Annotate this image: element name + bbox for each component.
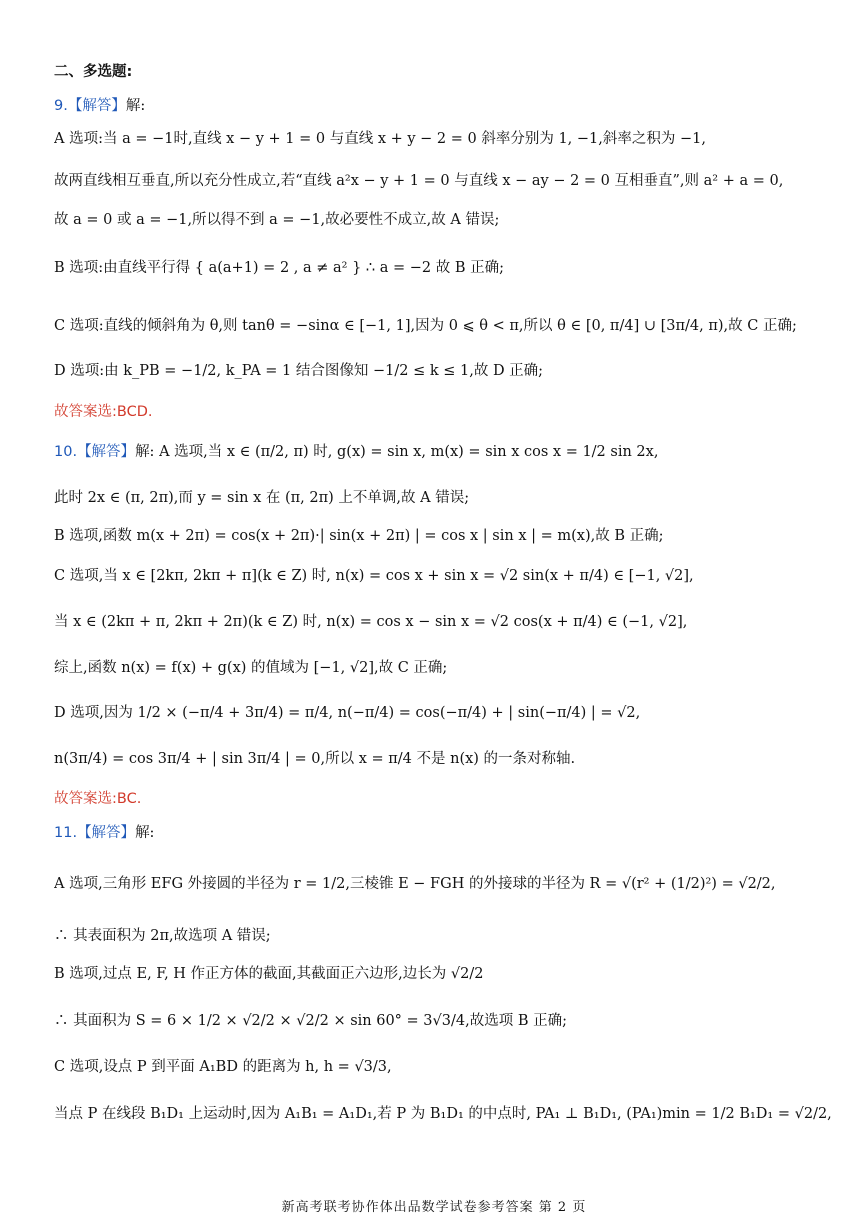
q10-solve: 解: [135,444,155,460]
q9-header [54,96,848,116]
q11-solve: 解: [135,825,155,841]
q9-line-2: 故两直线相互垂直,所以充分性成立,若“直线 a²x − y + 1 = 0 与直线 x − ay − 2 = 0 互相垂直”,则 a² + a = 0, [54,173,784,189]
q10-line-4: 当 x ∈ (2kπ + π, 2kπ + 2π)(k ∈ Z) 时, n(x) = cos x − sin x = √2 cos(x + π/4) ∈ (−1, √2], [54,614,688,630]
section-title: 二、多选题: [54,64,133,80]
q9-tag: 【解答】 [67,98,126,114]
q10-line-1: 此时 2x ∈ (π, 2π),而 y = sin x 在 (π, 2π) 上不单调,故 A 错误; [54,490,470,506]
q11-line-2: ∴ 其表面积为 2π,故选项 A 错误; [54,928,271,944]
q11-line-4: ∴ 其面积为 S = 6 × 1/2 × √2/2 × √2/2 × sin 60° = 3√3/4,故选项 B 正确; [54,1013,567,1029]
page-footer: 新高考联考协作体出品数学试卷参考答案 第 2 页 [281,1200,587,1215]
q10-answer: 故答案选:BC. [54,791,142,807]
q10-line-6: D 选项,因为 1/2 × (−π/4 + 3π/4) = π/4, n(−π/4) = cos(−π/4) + | sin(−π/4) | = √2, [54,705,641,721]
q9-line-6: D 选项:由 k_PB = −1/2, k_PA = 1 结合图像知 −1/2 ≤ k ≤ 1,故 D 正确; [54,363,544,379]
q10-line-7: n(3π/4) = cos 3π/4 + | sin 3π/4 | = 0,所以 x = π/4 不是 n(x) 的一条对称轴. [54,751,576,767]
q9-line-4: B 选项:由直线平行得 { a(a+1) = 2 , a ≠ a² } ∴ a = −2 故 B 正确; [54,260,504,276]
q9-number: 9. [54,98,68,114]
q11-line-3: B 选项,过点 E, F, H 作正方体的截面,其截面正六边形,边长为 √2/2 [54,966,484,982]
q9-line-1: A 选项:当 a = −1时,直线 x − y + 1 = 0 与直线 x + y − 2 = 0 斜率分别为 1, −1,斜率之积为 −1, [54,131,706,147]
q10-line-2: B 选项,函数 m(x + 2π) = cos(x + 2π)·| sin(x + 2π) | = cos x | sin x | = m(x),故 B 正确; [54,528,664,544]
q9-answer: 故答案选:BCD. [54,404,153,420]
q10-line-3: C 选项,当 x ∈ [2kπ, 2kπ + π](k ∈ Z) 时, n(x) = cos x + sin x = √2 sin(x + π/4) ∈ [−1, √2], [54,568,694,584]
q11-tag: 【解答】 [77,825,136,841]
q10-tag: 【解答】 [77,444,136,460]
q9-line-5: C 选项:直线的倾斜角为 θ,则 tanθ = −sinα ∈ [−1, 1],因为 0 ⩽ θ < π,所以 θ ∈ [0, π/4] ∪ [3π/4, π),故 C 正确; [54,318,797,334]
q11-line-6: 当点 P 在线段 B₁D₁ 上运动时,因为 A₁B₁ = A₁D₁,若 P 为 B₁D₁ 的中点时, PA₁ ⊥ B₁D₁, (PA₁)min = 1/2 B₁D₁ = √2/2, [54,1106,832,1122]
q9-solve: 解: [125,98,146,114]
q10-number: 10. [54,444,78,460]
q11-line-5: C 选项,设点 P 到平面 A₁BD 的距离为 h, h = √3/3, [54,1059,392,1075]
q11-number: 11. [54,825,78,841]
q9-line-3: 故 a = 0 或 a = −1,所以得不到 a = −1,故必要性不成立,故 A 错误; [54,212,500,228]
q10-header [54,442,848,462]
q11-header [54,823,848,843]
q11-line-1: A 选项,三角形 EFG 外接圆的半径为 r = 1/2,三棱锥 E − FGH 的外接球的半径为 R = √(r² + (1/2)²) = √2/2, [54,876,776,892]
q10-first: A 选项,当 x ∈ (π/2, π) 时, g(x) = sin x, m(x) = sin x cos x = 1/2 sin 2x, [159,444,659,460]
q10-line-5: 综上,函数 n(x) = f(x) + g(x) 的值域为 [−1, √2],故 C 正确; [54,660,448,676]
